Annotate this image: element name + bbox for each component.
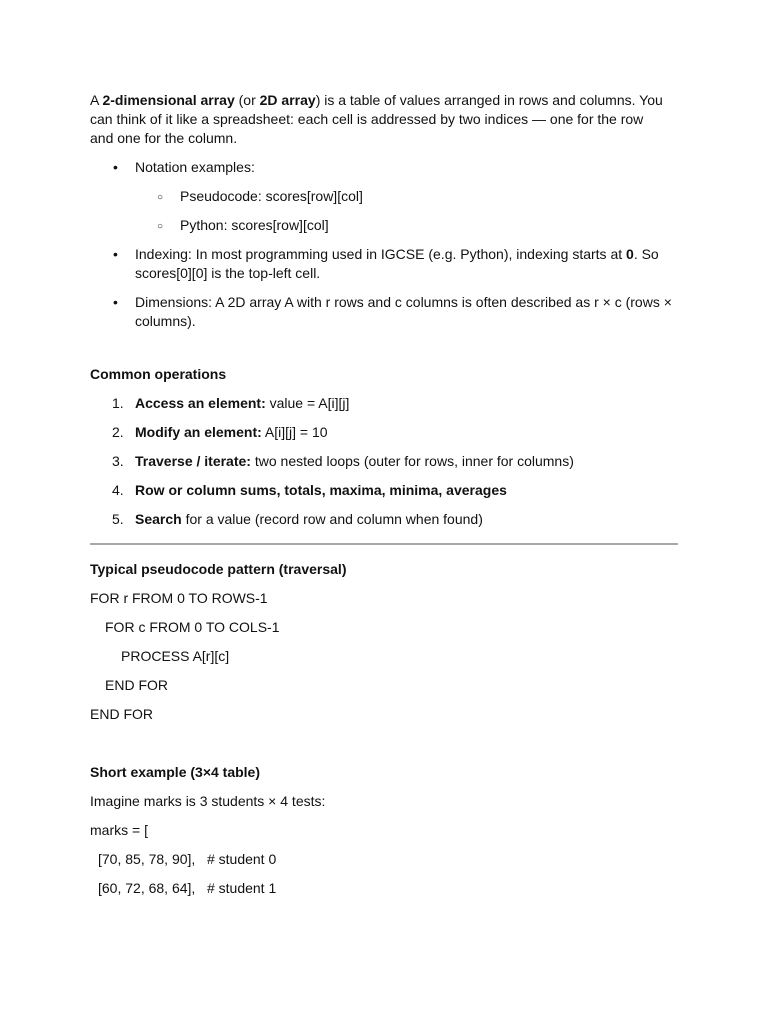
bullet-notation-text: Notation examples: [135,159,255,175]
operation-title: Traverse / iterate: [135,453,251,469]
operations-list [90,394,678,529]
indexing-text-c: . So scores[0][0] is the top-left cell. [135,246,659,281]
bullet-dimensions: • Dimensions: A 2D array A with r rows and c columns is often described as r × c (rows × columns). [90,293,678,331]
operation-item [90,423,678,442]
operation-number: 4. [112,482,124,498]
intro-term-2d: 2D array [259,92,316,108]
operation-number: 3. [112,453,124,469]
indexing-zero: 0 [626,246,634,262]
operation-item [90,452,678,471]
heading-pseudocode-pattern: Typical pseudocode pattern (traversal) [90,561,347,577]
sub-item-pseudocode: ○ Pseudocode: scores[row][col] [135,187,678,206]
example-code-line: [60, 72, 68, 64], # student 1 [98,880,277,896]
operation-item [90,510,678,529]
operation-item [90,394,678,413]
bullet-notation [90,158,678,235]
operation-detail: for a value (record row and column when found) [181,511,483,527]
intro-text-d: ) is a table of values arranged in rows and columns. You can think of it like a spreadsheet: each cell is addressed by two indices — one for the row and one for the column. [90,92,663,146]
operation-title: Modify an element: [135,424,262,440]
bullet-indexing [90,245,678,283]
operation-detail: A[i][j] = 10 [261,424,328,440]
sub-item-python: ○ Python: scores[row][col] [135,216,678,235]
pseudocode-line: FOR r FROM 0 TO ROWS-1 [90,590,268,606]
intro-text-a: A [90,92,103,108]
operation-item [90,481,678,500]
pseudocode-line: FOR c FROM 0 TO COLS-1 [105,619,280,635]
pseudocode-line: END FOR [105,677,168,693]
pseudocode-line: END FOR [90,706,153,722]
operation-number: 2. [112,424,124,440]
indexing-text-a: Indexing: In most programming used in IGCSE (e.g. Python), indexing starts at [135,246,627,262]
operation-detail: value = A[i][j] [265,395,350,411]
intro-paragraph [90,91,666,148]
example-block [90,792,678,898]
bullet-list [90,158,678,331]
example-code-line: marks = [ [90,822,148,838]
operation-title: Access an element: [135,395,266,411]
operation-number: 1. [112,395,124,411]
heading-short-example: Short example (3×4 table) [90,764,261,780]
pseudocode-line: PROCESS A[r][c] [121,648,230,664]
operation-number: 5. [112,511,124,527]
operation-title: Row or column sums, totals, maxima, minima, averages [135,482,507,498]
intro-text-c: (or [234,92,260,108]
section-divider [90,543,678,545]
operation-title: Search [135,511,182,527]
notation-sub-list [135,187,678,235]
heading-common-operations: Common operations [90,366,227,382]
intro-term-2d-array: 2-dimensional array [102,92,235,108]
example-code-line: [70, 85, 78, 90], # student 0 [98,851,277,867]
operation-detail: two nested loops (outer for rows, inner for columns) [250,453,574,469]
pseudocode-block [90,589,678,724]
example-intro: Imagine marks is 3 students × 4 tests: [90,793,326,809]
